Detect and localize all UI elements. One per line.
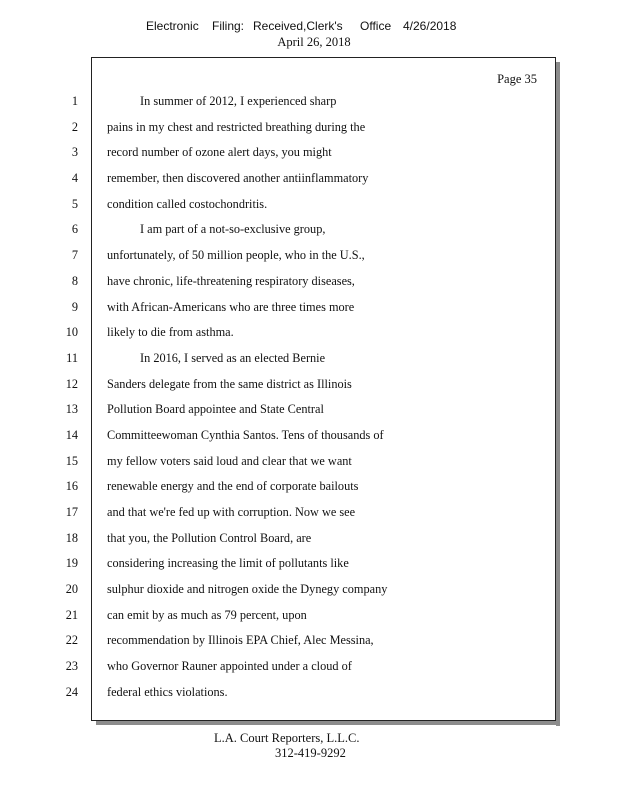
electronic-filing-stamp — [0, 19, 618, 35]
line-text: Sanders delegate from the same district as Illinois — [107, 376, 352, 391]
stamp-electronic: Electronic — [146, 19, 199, 33]
line-number: 4 — [71, 171, 78, 186]
page-number: Page 35 — [497, 72, 537, 86]
line-number: 12 — [65, 376, 78, 391]
line-number: 7 — [71, 248, 78, 263]
stamp-date: 4/26/2018 — [403, 19, 457, 33]
transcript-line — [0, 502, 618, 528]
line-number: 13 — [65, 402, 78, 417]
line-number: 14 — [65, 427, 78, 442]
transcript-line — [0, 219, 618, 245]
line-text: pains in my chest and restricted breathing during the — [107, 119, 366, 134]
line-text: recommendation by Illinois EPA Chief, Alec Messina, — [107, 633, 374, 648]
line-text: considering increasing the limit of pollutants like — [107, 556, 349, 571]
line-number: 6 — [71, 222, 78, 237]
transcript-line — [0, 553, 618, 579]
line-number: 18 — [65, 530, 78, 545]
line-text: sulphur dioxide and nitrogen oxide the Dynegy company — [107, 582, 388, 597]
line-text: with African-Americans who are three times more — [107, 299, 355, 314]
transcript-line — [0, 605, 618, 631]
transcript-line — [0, 117, 618, 143]
line-number: 20 — [65, 582, 78, 597]
line-text: can emit by as much as 79 percent, upon — [107, 607, 307, 622]
line-number: 19 — [65, 556, 78, 571]
transcript-line — [0, 630, 618, 656]
line-text: that you, the Pollution Control Board, are — [107, 530, 312, 545]
transcript-line — [0, 425, 618, 451]
line-text: Pollution Board appointee and State Central — [107, 402, 324, 417]
line-number: 17 — [65, 505, 78, 519]
line-number: 22 — [65, 633, 78, 648]
transcript-line — [0, 271, 618, 297]
transcript-line — [0, 374, 618, 400]
line-text: and that we're fed up with corruption. Now we see — [107, 505, 356, 519]
line-text: likely to die from asthma. — [107, 325, 234, 340]
line-number: 8 — [71, 273, 78, 288]
line-text: have chronic, life-threatening respiratory diseases, — [107, 273, 355, 288]
transcript-line — [0, 476, 618, 502]
transcript-line — [0, 451, 618, 477]
line-number: 21 — [65, 607, 78, 622]
court-reporter-phone: 312-419-9292 — [275, 746, 346, 760]
transcript-line — [0, 91, 618, 117]
transcript-line — [0, 682, 618, 708]
transcript-line — [0, 168, 618, 194]
line-text: Committeewoman Cynthia Santos. Tens of thousands of — [107, 427, 384, 442]
line-text: renewable energy and the end of corporate bailouts — [107, 479, 359, 494]
line-number: 2 — [71, 119, 78, 134]
line-text: remember, then discovered another antiinflammatory — [107, 171, 369, 186]
transcript-line — [0, 579, 618, 605]
transcript-line — [0, 245, 618, 271]
line-number: 3 — [71, 145, 78, 160]
transcript-line — [0, 399, 618, 425]
transcript-line — [0, 297, 618, 323]
line-number: 16 — [65, 479, 78, 494]
transcript-line — [0, 348, 618, 374]
line-text: In 2016, I served as an elected Bernie — [140, 350, 326, 365]
transcript-line — [0, 528, 618, 554]
line-number: 5 — [71, 196, 78, 211]
transcript-lines — [0, 91, 618, 708]
page-shadow-bottom — [96, 721, 560, 725]
line-text: who Governor Rauner appointed under a cloud of — [107, 659, 352, 674]
line-number: 1 — [71, 94, 78, 108]
transcript-line — [0, 656, 618, 682]
line-text: record number of ozone alert days, you might — [107, 145, 332, 160]
line-text: In summer of 2012, I experienced sharp — [140, 94, 337, 108]
stamp-received-clerks: Received,Clerk's — [253, 19, 343, 33]
line-number: 23 — [65, 659, 78, 674]
line-number: 24 — [65, 684, 78, 699]
transcript-line — [0, 194, 618, 220]
line-text: I am part of a not-so-exclusive group, — [140, 222, 326, 237]
line-number: 11 — [66, 350, 78, 365]
stamp-filing: Filing: — [212, 19, 245, 33]
transcript-line — [0, 322, 618, 348]
court-reporter-firm: L.A. Court Reporters, L.L.C. — [214, 731, 360, 745]
line-text: condition called costochondritis. — [107, 196, 268, 211]
line-number: 15 — [65, 453, 78, 468]
line-text: unfortunately, of 50 million people, who in the U.S., — [107, 248, 365, 263]
line-text: my fellow voters said loud and clear that we want — [107, 453, 352, 468]
line-number: 10 — [65, 325, 78, 340]
line-number: 9 — [71, 299, 78, 314]
line-text: federal ethics violations. — [107, 684, 228, 699]
document-date: April 26, 2018 — [277, 35, 351, 49]
transcript-line — [0, 142, 618, 168]
stamp-office: Office — [360, 19, 392, 33]
